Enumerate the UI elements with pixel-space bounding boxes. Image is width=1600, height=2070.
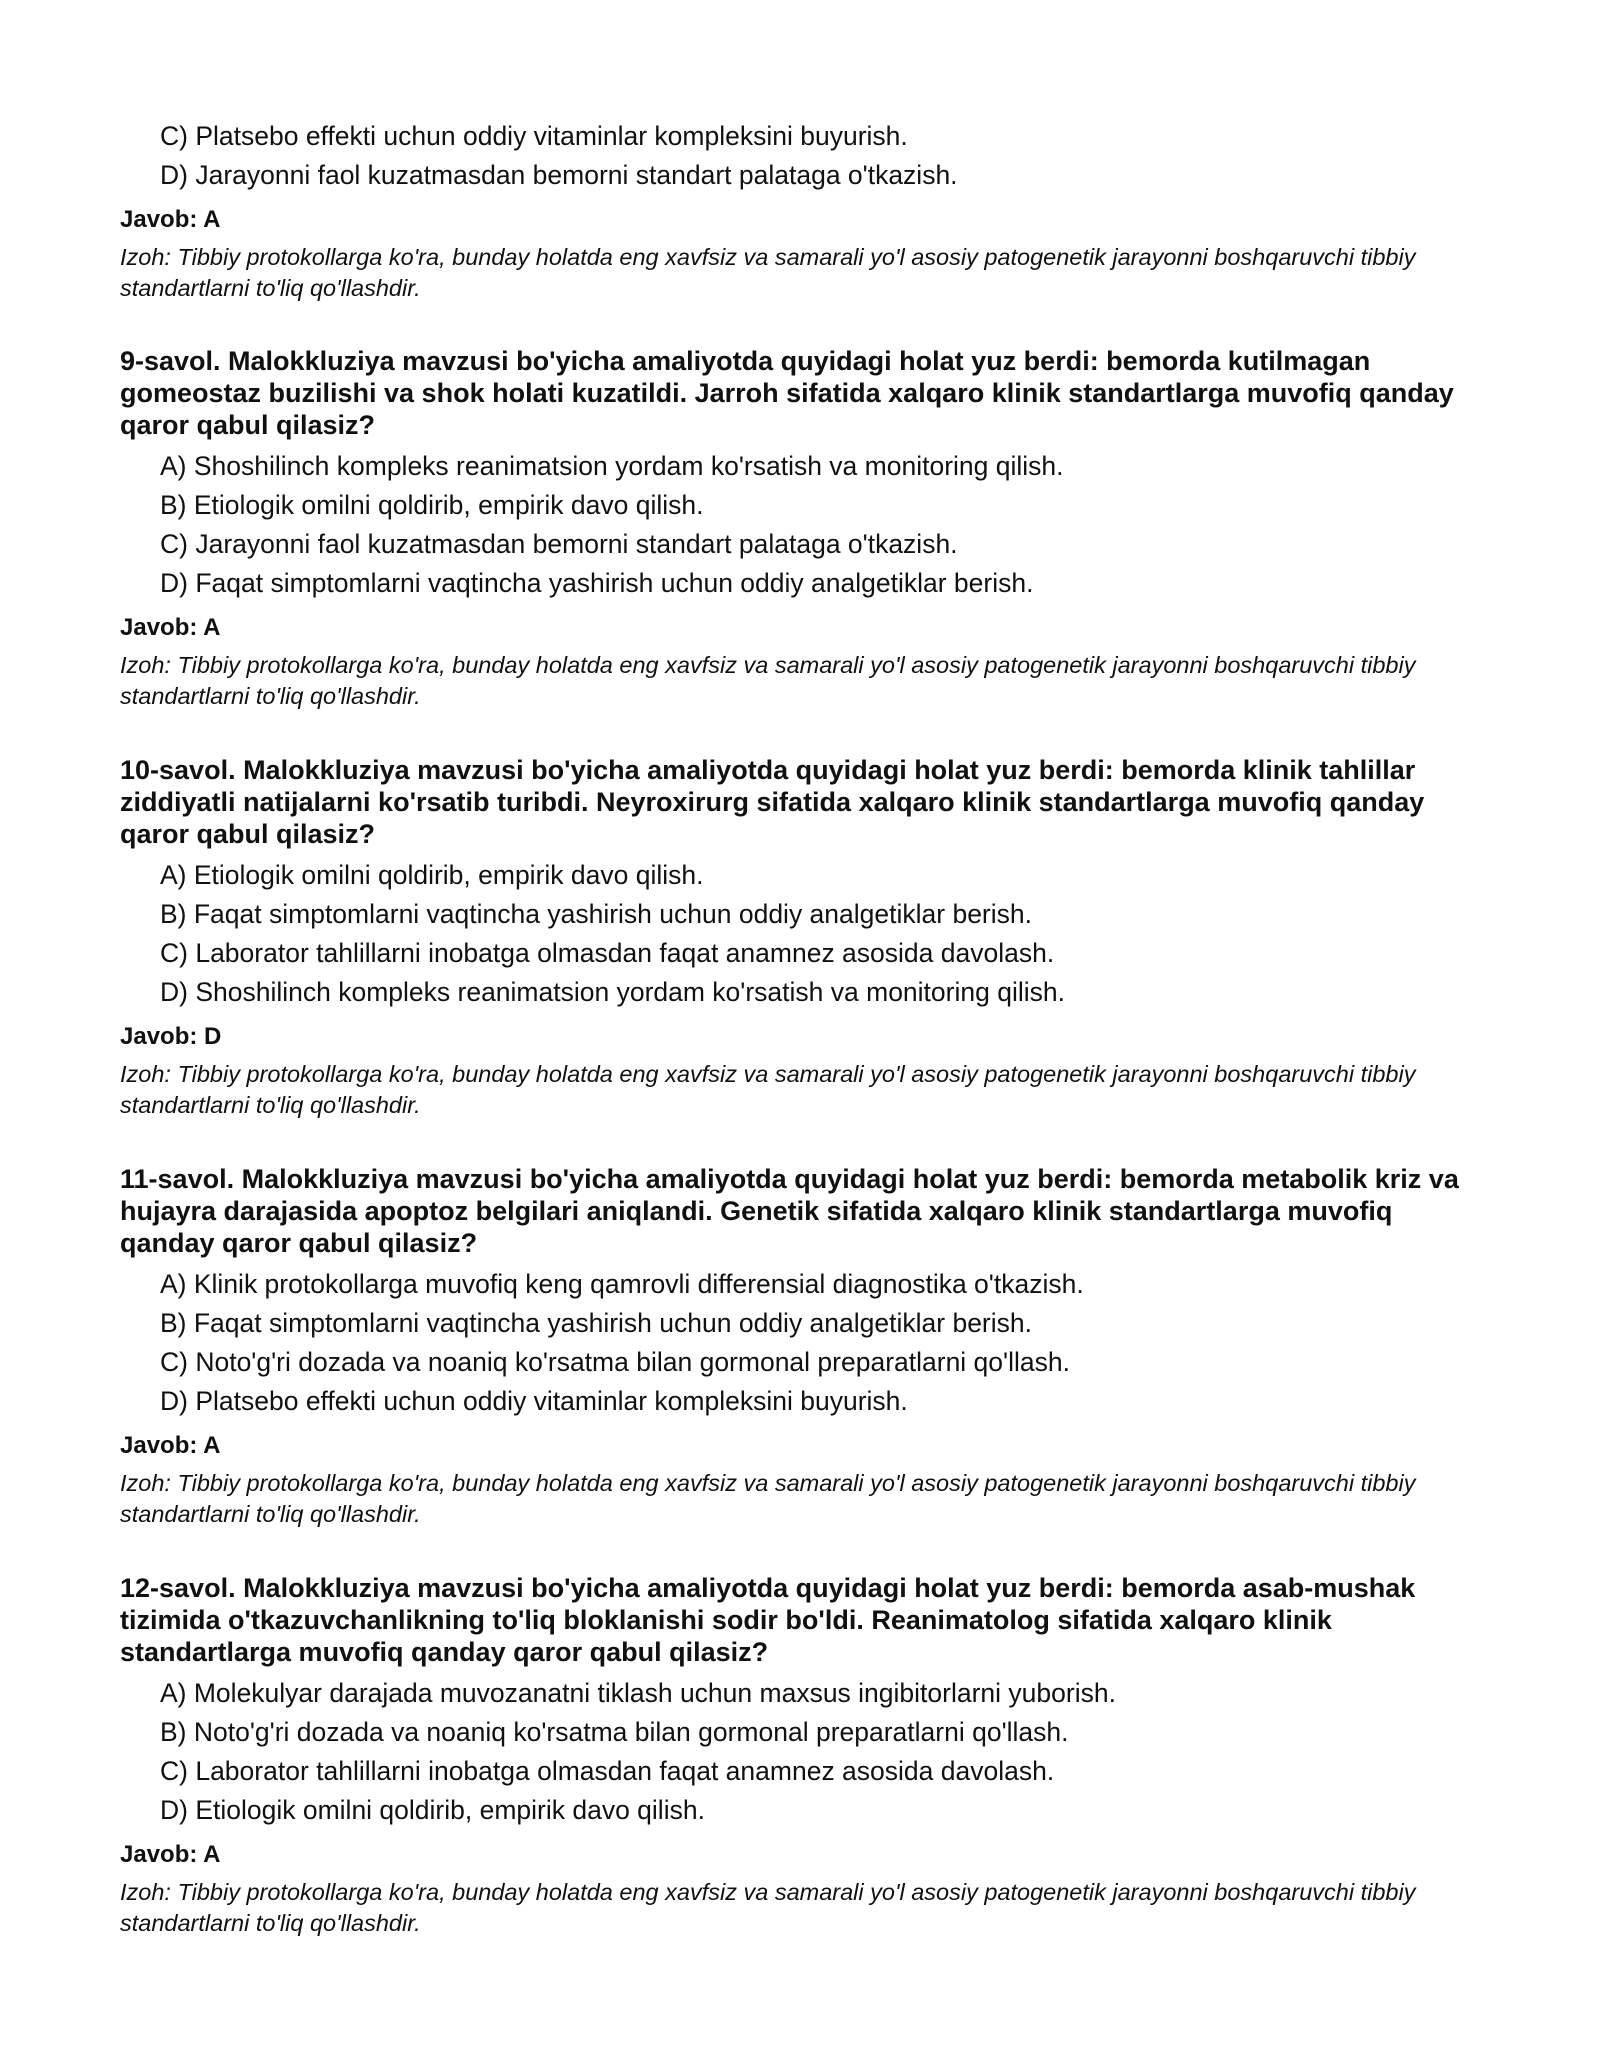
option-d: D) Faqat simptomlarni vaqtincha yashirish uchun oddiy analgetiklar berish. [160,568,1034,598]
answer-label: Javob: D [120,1023,222,1050]
option-c: C) Platsebo effekti uchun oddiy vitaminlar kompleksini buyurish. [160,121,908,151]
answer-label: Javob: A [120,206,221,233]
answer-label: Javob: A [120,1432,221,1459]
option-a: A) Shoshilinch kompleks reanimatsion yordam ko'rsatish va monitoring qilish. [160,451,1064,481]
option-a: A) Klinik protokollarga muvofiq keng qamrovli differensial diagnostika o'tkazish. [160,1269,1084,1299]
question-text: 9-savol. Malokkluziya mavzusi bo'yicha amaliyotda quyidagi holat yuz berdi: bemorda kutilmagan gomeostaz buzilishi va shok holati kuzatildi. Jarroh sifatida xalqaro klinik standartlarga muvofiq qanday qaror qabul qilasiz? [120,346,1454,440]
option-c: C) Laborator tahlillarni inobatga olmasdan faqat anamnez asosida davolash. [160,938,1055,968]
explanation-note: Izoh: Tibbiy protokollarga ko'ra, bunday holatda eng xavfsiz va samarali yo'l asosiy patogenetik jarayonni boshqaruvchi tibbiy standartlarni to'liq qo'llashdir. [120,1061,1416,1118]
explanation-note: Izoh: Tibbiy protokollarga ko'ra, bunday holatda eng xavfsiz va samarali yo'l asosiy patogenetik jarayonni boshqaruvchi tibbiy standartlarni to'liq qo'llashdir. [120,1470,1416,1527]
answer-label: Javob: A [120,614,221,641]
question-9 [120,345,1480,712]
option-c: C) Jarayonni faol kuzatmasdan bemorni standart palataga o'tkazish. [160,529,958,559]
explanation-note: Izoh: Tibbiy protokollarga ko'ra, bunday holatda eng xavfsiz va samarali yo'l asosiy patogenetik jarayonni boshqaruvchi tibbiy standartlarni to'liq qo'llashdir. [120,652,1416,709]
question-text: 11-savol. Malokkluziya mavzusi bo'yicha amaliyotda quyidagi holat yuz berdi: bemorda metabolik kriz va hujayra darajasida apoptoz belgilari aniqlandi. Genetik sifatida xalqaro klinik standartlarga muvofiq qanday qaror qabul qilasiz? [120,1164,1459,1258]
explanation-note: Izoh: Tibbiy protokollarga ko'ra, bunday holatda eng xavfsiz va samarali yo'l asosiy patogenetik jarayonni boshqaruvchi tibbiy standartlarni to'liq qo'llashdir. [120,244,1416,301]
option-d: D) Shoshilinch kompleks reanimatsion yordam ko'rsatish va monitoring qilish. [160,977,1065,1007]
answer-label: Javob: A [120,1841,221,1868]
option-d: D) Jarayonni faol kuzatmasdan bemorni standart palataga o'tkazish. [160,160,958,190]
option-c: C) Laborator tahlillarni inobatga olmasdan faqat anamnez asosida davolash. [160,1756,1055,1786]
option-b: B) Noto'g'ri dozada va noaniq ko'rsatma bilan gormonal preparatlarni qo'llash. [160,1717,1069,1747]
option-b: B) Faqat simptomlarni vaqtincha yashirish uchun oddiy analgetiklar berish. [160,1308,1032,1338]
option-d: D) Etiologik omilni qoldirib, empirik davo qilish. [160,1795,705,1825]
question-11 [120,1163,1480,1530]
explanation-note: Izoh: Tibbiy protokollarga ko'ra, bunday holatda eng xavfsiz va samarali yo'l asosiy patogenetik jarayonni boshqaruvchi tibbiy standartlarni to'liq qo'llashdir. [120,1879,1416,1936]
question-8-tail [120,117,1480,304]
question-text: 10-savol. Malokkluziya mavzusi bo'yicha amaliyotda quyidagi holat yuz berdi: bemorda klinik tahlillar ziddiyatli natijalarni ko'rsatib turibdi. Neyroxirurg sifatida xalqaro klinik standartlarga muvofiq qanday qaror qabul qilasiz? [120,755,1425,849]
option-a: A) Etiologik omilni qoldirib, empirik davo qilish. [160,860,704,890]
option-c: C) Noto'g'ri dozada va noaniq ko'rsatma bilan gormonal preparatlarni qo'llash. [160,1347,1070,1377]
question-12 [120,1572,1480,1939]
question-10 [120,754,1480,1121]
option-d: D) Platsebo effekti uchun oddiy vitaminlar kompleksini buyurish. [160,1386,908,1416]
option-b: B) Faqat simptomlarni vaqtincha yashirish uchun oddiy analgetiklar berish. [160,899,1032,929]
option-a: A) Molekulyar darajada muvozanatni tiklash uchun maxsus ingibitorlarni yuborish. [160,1678,1116,1708]
option-b: B) Etiologik omilni qoldirib, empirik davo qilish. [160,490,704,520]
question-text: 12-savol. Malokkluziya mavzusi bo'yicha amaliyotda quyidagi holat yuz berdi: bemorda asab-mushak tizimida o'tkazuvchanlikning to'liq bloklanishi sodir bo'ldi. Reanimatolog sifatida xalqaro klinik standartlarga muvofiq qanday qaror qabul qilasiz? [120,1573,1416,1667]
